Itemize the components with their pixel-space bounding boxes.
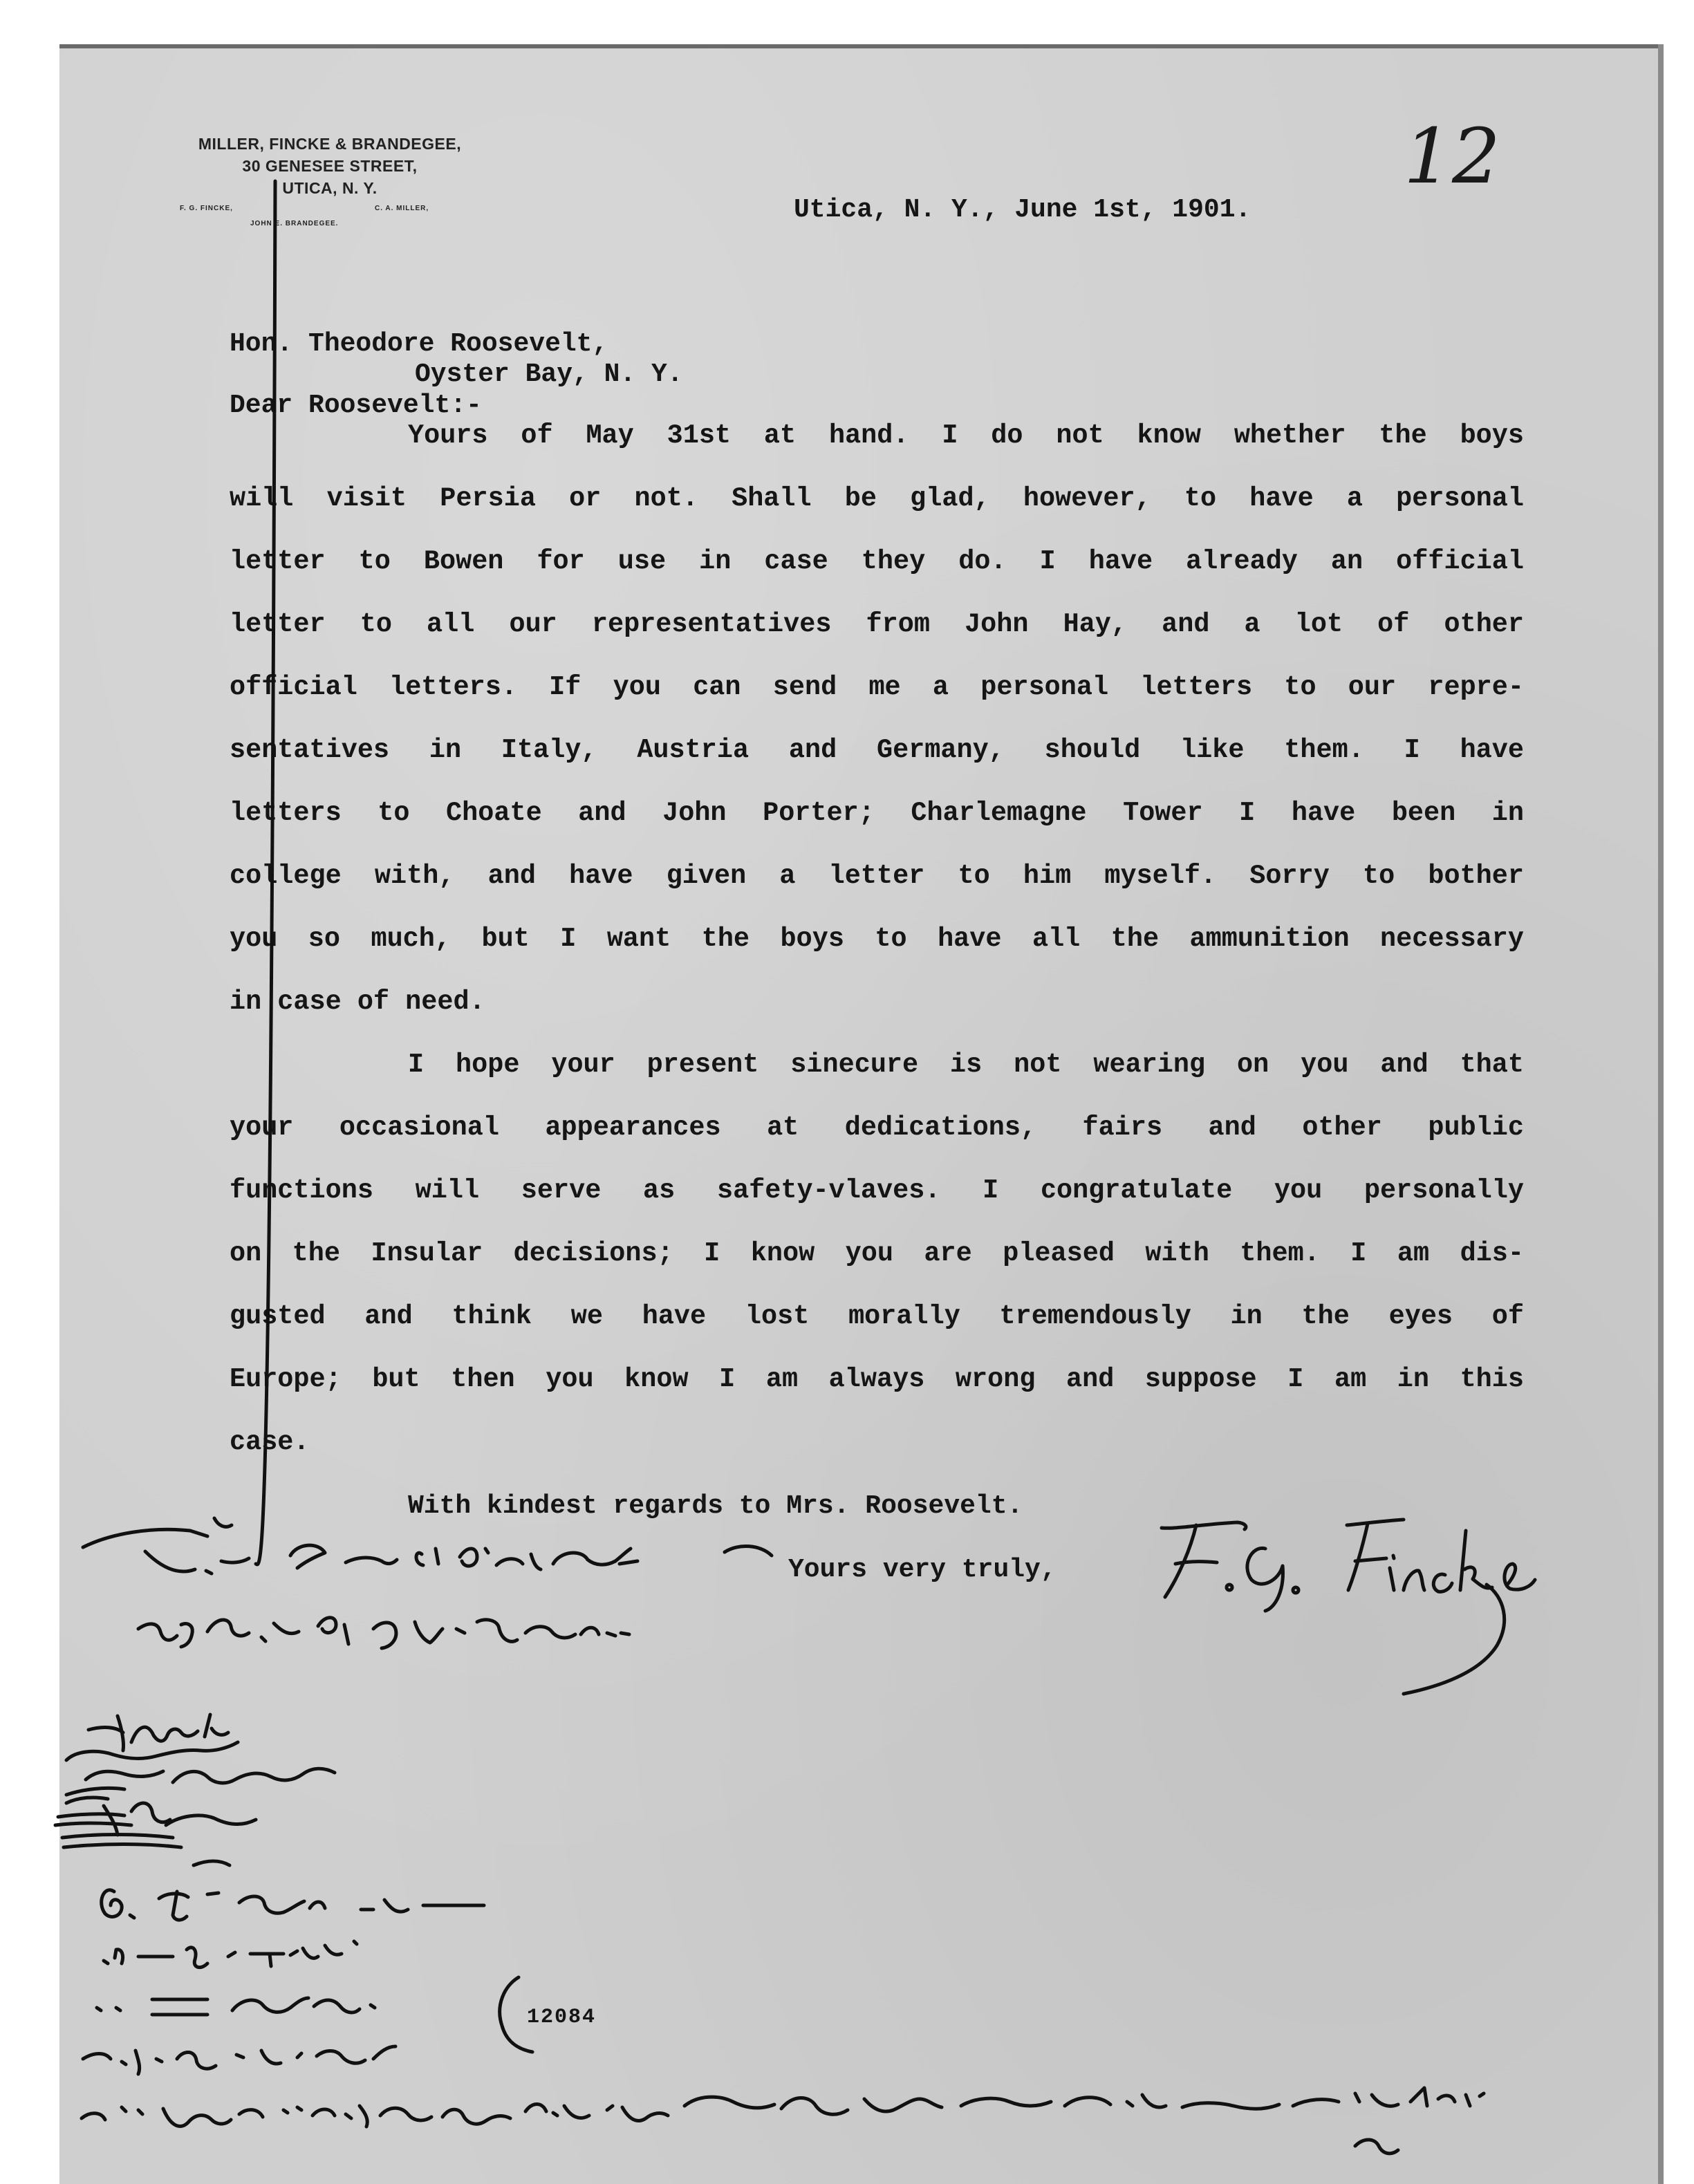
- closing-regards: With kindest regards to Mrs. Roosevelt.: [408, 1491, 1023, 1521]
- shorthand-line-2: [138, 1618, 629, 1648]
- letterhead-partner-miller: C. A. MILLER,: [375, 205, 429, 212]
- letterhead-partner-brandegee: JOHN E. BRANDEGEE.: [250, 220, 339, 227]
- recipient-address: Oyster Bay, N. Y.: [415, 360, 683, 389]
- body-line: college with, and have given a letter to him myself. Sorry to bother: [230, 861, 1524, 891]
- signature: [1162, 1520, 1535, 1694]
- recipient-name: Hon. Theodore Roosevelt,: [230, 329, 608, 359]
- body-line: case.: [230, 1427, 310, 1457]
- body-line: I hope your present sinecure is not wearing on you and that: [408, 1049, 1524, 1080]
- date-line: Utica, N. Y., June 1st, 1901.: [794, 195, 1251, 225]
- body-line: official letters. If you can send me a personal letters to our repre-: [230, 672, 1524, 702]
- pen-mark: [725, 1546, 772, 1556]
- shorthand-line-1: [83, 181, 637, 1574]
- shorthand-notes: [82, 1890, 1484, 2154]
- body-line: functions will serve as safety-vlaves. I congratulate you personally: [230, 1175, 1524, 1206]
- body-line: letter to Bowen for use in case they do. I have already an official: [230, 546, 1524, 577]
- salutation: Dear Roosevelt:-: [230, 391, 482, 420]
- letterhead-partner-fincke: F. G. FINCKE,: [180, 205, 233, 212]
- body-line: your occasional appearances at dedications, fairs and other public: [230, 1112, 1524, 1143]
- body-line: will visit Persia or not. Shall be glad, however, to have a personal: [230, 483, 1524, 514]
- body-line: Europe; but then you know I am always wrong and suppose I am in this: [230, 1364, 1524, 1394]
- body-line: gusted and think we have lost morally tremendously in the eyes of: [230, 1301, 1524, 1332]
- body-line: sentatives in Italy, Austria and Germany, should like them. I have: [230, 735, 1524, 765]
- letterhead-city: UTICA, N. Y.: [282, 179, 378, 197]
- body-line: you so much, but I want the boys to have all the ammunition necessary: [230, 924, 1524, 954]
- document-number: 12084: [527, 2006, 597, 2029]
- body-line: on the Insular decisions; I know you are pleased with them. I am dis-: [230, 1238, 1524, 1269]
- complimentary-close: Yours very truly,: [788, 1555, 1057, 1585]
- page-number: 12: [1404, 112, 1500, 200]
- body-line: Yours of May 31st at hand. I do not know whether the boys: [408, 420, 1524, 451]
- body-line: letters to Choate and John Porter; Charlemagne Tower I have been in: [230, 798, 1524, 828]
- body-line: letter to all our representatives from John Hay, and a lot of other: [230, 609, 1524, 640]
- body-line: in case of need.: [230, 987, 485, 1017]
- marginal-notes: [55, 1715, 335, 1865]
- letterhead-street: 30 GENESEE STREET,: [242, 157, 418, 175]
- letterhead-firm: MILLER, FINCKE & BRANDEGEE,: [198, 135, 462, 153]
